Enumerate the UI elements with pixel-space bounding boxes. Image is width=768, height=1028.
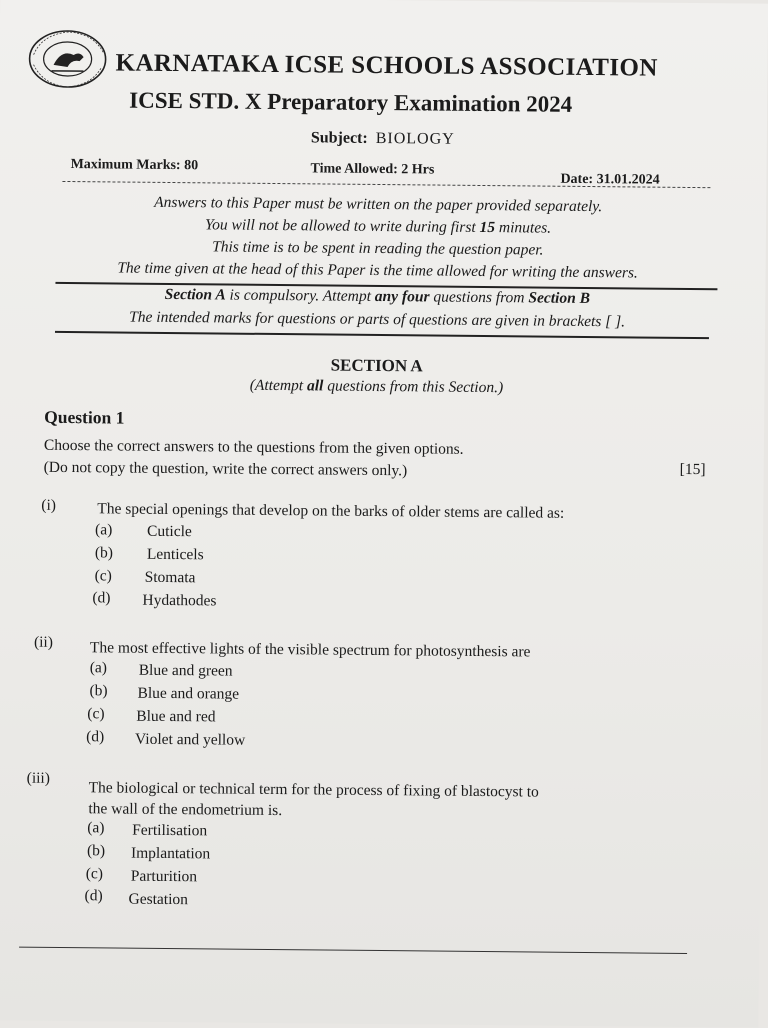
option-text: Blue and green	[138, 661, 233, 680]
instruction-2-minutes: 15	[479, 218, 496, 237]
association-seal-logo	[21, 27, 110, 94]
item-text: The special openings that develop on the barks of older stems are called as:	[97, 500, 565, 522]
date-label: Date:	[560, 171, 594, 188]
question-title: Question 1	[44, 406, 125, 428]
max-marks	[71, 157, 199, 174]
option-letter: (c)	[85, 865, 104, 883]
item-text: The most effective lights of the visible spectrum for photosynthesis are	[89, 639, 531, 661]
option-letter: (a)	[87, 819, 105, 837]
section-title: SECTION A	[330, 355, 423, 376]
instruction-line-4: The time given at the head of this Paper is the time allowed for writing the answers.	[117, 259, 638, 282]
max-marks-label: Maximum Marks:	[70, 157, 181, 174]
option-text: Fertilisation	[132, 821, 208, 840]
question-intro-2: (Do not copy the question, write the correct answers only.)	[43, 458, 408, 480]
section-subtitle	[36, 375, 716, 400]
option-text: Stomata	[144, 568, 196, 587]
option-text: Cuticle	[146, 522, 192, 541]
subject-label: Subject:	[310, 129, 368, 147]
subject-line	[311, 129, 455, 148]
instruction-line-6: The intended marks for questions or parts of questions are given in brackets [ ].	[129, 308, 626, 331]
section-subtitle-c: questions from this Section.)	[323, 377, 504, 397]
subject-value: BIOLOGY	[375, 129, 455, 148]
question-marks: [15]	[679, 460, 706, 479]
section-subtitle-a: (Attempt	[249, 376, 308, 395]
option-text: Implantation	[130, 844, 211, 863]
date-value: 31.01.2024	[596, 172, 660, 188]
max-marks-value: 80	[184, 158, 199, 174]
option-letter: (b)	[86, 842, 106, 860]
option-text: Blue and orange	[137, 684, 240, 703]
instruction-5-part-d: questions from	[429, 288, 529, 307]
option-letter: (c)	[94, 567, 112, 585]
option-letter: (d)	[86, 728, 105, 746]
item-text: The biological or technical term for the process of fixing of blastocyst to	[88, 779, 539, 801]
instruction-5-part-b: is compulsory. Attempt	[225, 286, 375, 305]
time-label: Time Allowed:	[310, 161, 398, 178]
item-number: (iii)	[26, 769, 51, 787]
option-text: Lenticels	[146, 545, 204, 564]
option-text: Gestation	[128, 890, 189, 909]
instruction-line-1: Answers to this Paper must be written on the paper provided separately.	[154, 193, 603, 216]
question-intro-1: Choose the correct answers to the questions from the given options.	[43, 436, 464, 458]
option-text: Violet and yellow	[135, 730, 246, 749]
page-bottom-rule	[19, 947, 687, 954]
instruction-rule-2	[55, 331, 709, 339]
section-subtitle-all: all	[306, 377, 324, 395]
any-four-ref: any four	[374, 287, 430, 306]
option-letter: (d)	[92, 589, 111, 607]
option-text: Parturition	[130, 867, 198, 886]
item-number: (i)	[41, 496, 57, 514]
option-letter: (b)	[89, 682, 108, 700]
association-name: KARNATAKA ICSE SCHOOLS ASSOCIATION	[115, 49, 658, 82]
option-letter: (a)	[89, 659, 108, 677]
time-allowed	[310, 161, 434, 178]
instruction-2-part-c: minutes.	[494, 219, 552, 237]
time-value: 2 Hrs	[401, 162, 435, 178]
option-letter: (c)	[87, 705, 105, 723]
option-text: Blue and red	[136, 707, 216, 726]
instruction-line-3: This time is to be spent in reading the question paper.	[212, 238, 544, 259]
instruction-2-part-a: You will not be allowed to write during first	[204, 216, 480, 236]
option-letter: (d)	[84, 887, 103, 905]
option-letter: (b)	[94, 544, 114, 562]
option-text: Hydathodes	[142, 591, 217, 610]
section-a-ref: Section A	[164, 285, 226, 304]
option-letter: (a)	[95, 521, 113, 539]
instruction-line-2	[38, 215, 718, 240]
exam-title: ICSE STD. X Preparatory Examination 2024	[129, 87, 573, 117]
item-number: (ii)	[33, 633, 54, 651]
section-b-ref: Section B	[528, 289, 591, 308]
item-text-continued: the wall of the endometrium is.	[88, 800, 283, 820]
